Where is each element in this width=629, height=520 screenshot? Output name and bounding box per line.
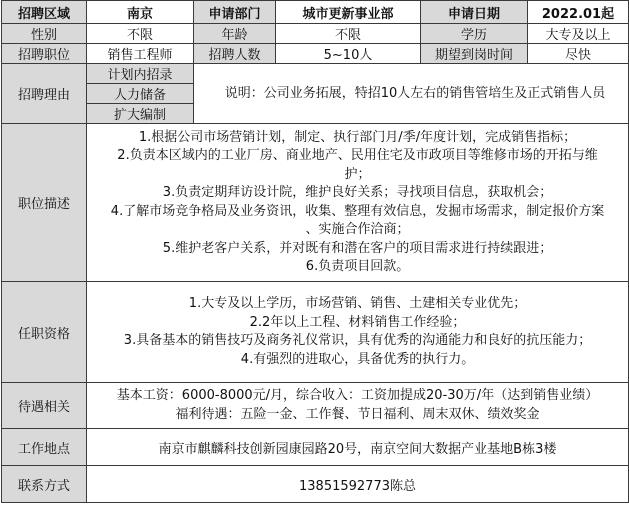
qualification-line: 4.有强烈的进取心，具备优秀的执行力。 [240, 351, 475, 367]
reason-option-reserve: 人力储备 [87, 84, 194, 104]
dept-value: 城市更新事业部 [276, 1, 421, 24]
gender-value: 不限 [87, 24, 194, 44]
location-row [2, 429, 629, 466]
reason-row-1 [2, 64, 629, 84]
gender-label: 性别 [2, 24, 87, 44]
contact-row [2, 466, 629, 503]
duty-line: 1.根据公司市场营销计划，制定、执行部门月/季/年度计划，完成销售指标； [138, 129, 577, 145]
contact-label: 联系方式 [2, 466, 87, 503]
contact-value: 13851592773陈总 [87, 466, 629, 503]
age-label: 年龄 [194, 24, 276, 44]
age-value: 不限 [276, 24, 421, 44]
arrival-label: 期望到岗时间 [421, 44, 528, 64]
duty-line: 3.负责定期拜访设计院，维护良好关系；寻找项目信息，获取机会； [162, 185, 553, 200]
area-value: 南京 [87, 1, 194, 24]
duty-line: 、实施合作洽商； [305, 222, 410, 237]
duties-label: 职位描述 [2, 124, 87, 282]
qualifications-content [87, 282, 629, 383]
benefits-content [87, 383, 629, 429]
duties-content [87, 124, 629, 282]
row-basic-2 [2, 44, 629, 64]
date-value: 2022.01起 [528, 1, 629, 24]
dept-label: 申请部门 [194, 1, 276, 24]
location-label: 工作地点 [2, 429, 87, 466]
duty-line: 5.维护老客户关系，并对既有和潜在客户的项目需求进行持续跟进； [162, 240, 553, 256]
location-value: 南京市麒麟科技创新园康园路20号，南京空间大数据产业基地B栋3楼 [87, 429, 629, 466]
reason-description: 说明：公司业务拓展，特招10人左右的销售管培生及正式销售人员 [194, 64, 629, 124]
benefits-row [2, 383, 629, 429]
count-label: 招聘人数 [194, 44, 276, 64]
qualification-line: 3.具备基本的销售技巧及商务礼仪常识，具有优秀的沟通能力和良好的抗压能力； [123, 333, 592, 348]
date-label: 申请日期 [421, 1, 528, 24]
duty-line: 4.了解市场竞争格局及业务资讯，收集、整理有效信息，发掘市场需求，制定报价方案 [110, 203, 605, 219]
position-value: 销售工程师 [87, 44, 194, 64]
reason-label: 招聘理由 [2, 64, 87, 124]
benefits-label: 待遇相关 [2, 383, 87, 429]
duty-line: 护； [344, 166, 371, 182]
edu-label: 学历 [421, 24, 528, 44]
recruitment-form-table [1, 0, 629, 503]
reason-option-planned: 计划内招录 [87, 64, 194, 84]
area-label: 招聘区域 [2, 1, 87, 24]
row-basic-1 [2, 24, 629, 44]
count-value: 5~10人 [276, 44, 421, 64]
qualification-line: 1.大专及以上学历，市场营销、销售、土建相关专业优先； [188, 296, 527, 311]
qualifications-row [2, 282, 629, 383]
arrival-value: 尽快 [528, 44, 629, 64]
position-label: 招聘职位 [2, 44, 87, 64]
benefit-line: 基本工资：6000-8000元/月，综合收入：工资加提成20-30万/年（达到销售业绩） [116, 388, 599, 403]
qualifications-label: 任职资格 [2, 282, 87, 383]
qualification-line: 2.2年以上工程、材料销售工作经验； [249, 314, 466, 330]
duty-line: 6.负责项目回款。 [305, 259, 410, 274]
header-row [2, 1, 629, 24]
reason-option-expand: 扩大编制 [87, 104, 194, 124]
benefit-line: 福利待遇：五险一金、工作餐、节日福利、周末双休、绩效奖金 [175, 406, 540, 422]
edu-value: 大专及以上 [528, 24, 629, 44]
duty-line: 2.负责本区域内的工业厂房、商业地产、民用住宅及市政项目等维修市场的开拓与维 [117, 148, 598, 163]
duties-row [2, 124, 629, 282]
